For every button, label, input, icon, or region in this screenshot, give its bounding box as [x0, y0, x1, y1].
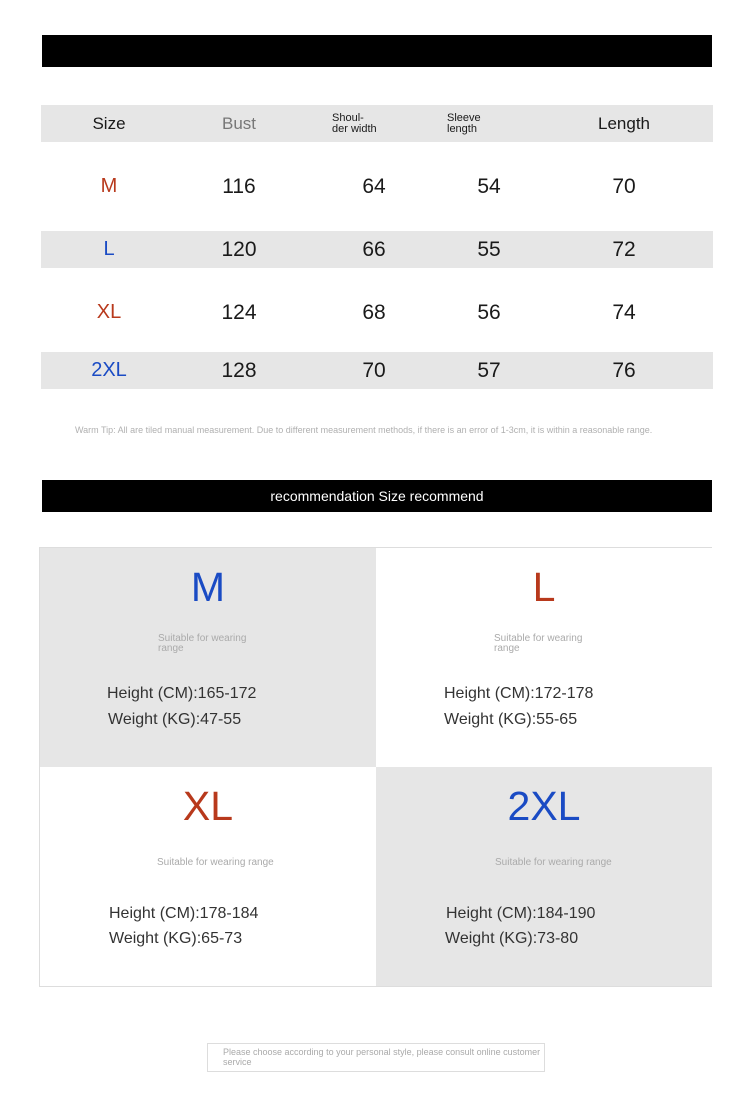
row-sleeve: 56 — [477, 300, 501, 324]
size-recommendation-grid — [39, 547, 712, 987]
card-size-label: 2XL — [507, 783, 581, 829]
card-suitable-label: Suitable for wearing range — [494, 633, 583, 654]
row-bust: 128 — [221, 358, 257, 382]
header-sleeve-line1: Sleeve — [447, 111, 481, 124]
row-bust: 116 — [222, 174, 256, 198]
row-sleeve: 54 — [477, 174, 501, 198]
recommendation-title: recommendation Size recommend — [270, 488, 484, 504]
card-size-label: M — [190, 564, 226, 610]
header-sleeve-length — [439, 105, 539, 142]
row-size: L — [103, 238, 115, 260]
header-bar — [42, 35, 712, 67]
row-size: 2XL — [91, 359, 127, 381]
header-size: Size — [92, 113, 126, 133]
warm-tip-text: Warm Tip: All are tiled manual measurement. Due to different measurement methods, if there is an error of 1-3cm, it is within a reasonable range. — [75, 425, 653, 435]
footer-note: Please choose according to your personal style, please consult online customer service — [207, 1043, 545, 1072]
header-bust: Bust — [221, 113, 257, 133]
row-length: 74 — [612, 300, 636, 324]
card-suitable-label: Suitable for wearing range — [158, 633, 247, 654]
recommend-card-m — [40, 548, 376, 767]
row-size: XL — [96, 301, 122, 323]
row-bust: 120 — [221, 237, 257, 261]
card-weight: Weight (KG):47-55 — [108, 711, 242, 728]
card-height: Height (CM):172-178 — [444, 685, 594, 702]
card-suitable-label: Suitable for wearing range — [495, 857, 612, 868]
row-shoulder: 64 — [362, 174, 386, 198]
card-weight: Weight (KG):65-73 — [109, 930, 243, 947]
card-height: Height (CM):184-190 — [446, 905, 596, 922]
recommendation-title-bar — [42, 480, 712, 512]
recommend-card-2xl — [376, 767, 712, 986]
table-row — [41, 231, 713, 268]
table-row — [41, 294, 713, 331]
table-row — [41, 352, 713, 389]
row-shoulder: 70 — [362, 358, 386, 382]
header-shoulder-width — [324, 105, 424, 142]
row-length: 72 — [612, 237, 636, 261]
card-suitable-label: Suitable for wearing range — [157, 857, 274, 868]
row-length: 76 — [612, 358, 636, 382]
row-size: M — [100, 175, 118, 197]
row-bust: 124 — [221, 300, 257, 324]
card-weight: Weight (KG):73-80 — [445, 930, 579, 947]
row-shoulder: 66 — [362, 237, 386, 261]
header-shoulder-line1: Shoul- — [332, 111, 364, 124]
row-sleeve: 55 — [477, 237, 501, 261]
table-header-row — [41, 105, 713, 142]
recommend-card-l — [376, 548, 712, 767]
card-size-label: XL — [182, 783, 234, 829]
row-shoulder: 68 — [362, 300, 386, 324]
card-size-label: L — [532, 564, 556, 610]
table-row — [41, 168, 713, 205]
card-height: Height (CM):178-184 — [109, 905, 259, 922]
header-length: Length — [598, 113, 650, 133]
recommend-card-xl — [40, 767, 376, 986]
card-weight: Weight (KG):55-65 — [444, 711, 578, 728]
row-sleeve: 57 — [477, 358, 501, 382]
header-shoulder-line2: der width — [332, 122, 377, 135]
row-length: 70 — [612, 174, 636, 198]
header-sleeve-line2: length — [447, 122, 477, 135]
card-height: Height (CM):165-172 — [107, 685, 257, 702]
